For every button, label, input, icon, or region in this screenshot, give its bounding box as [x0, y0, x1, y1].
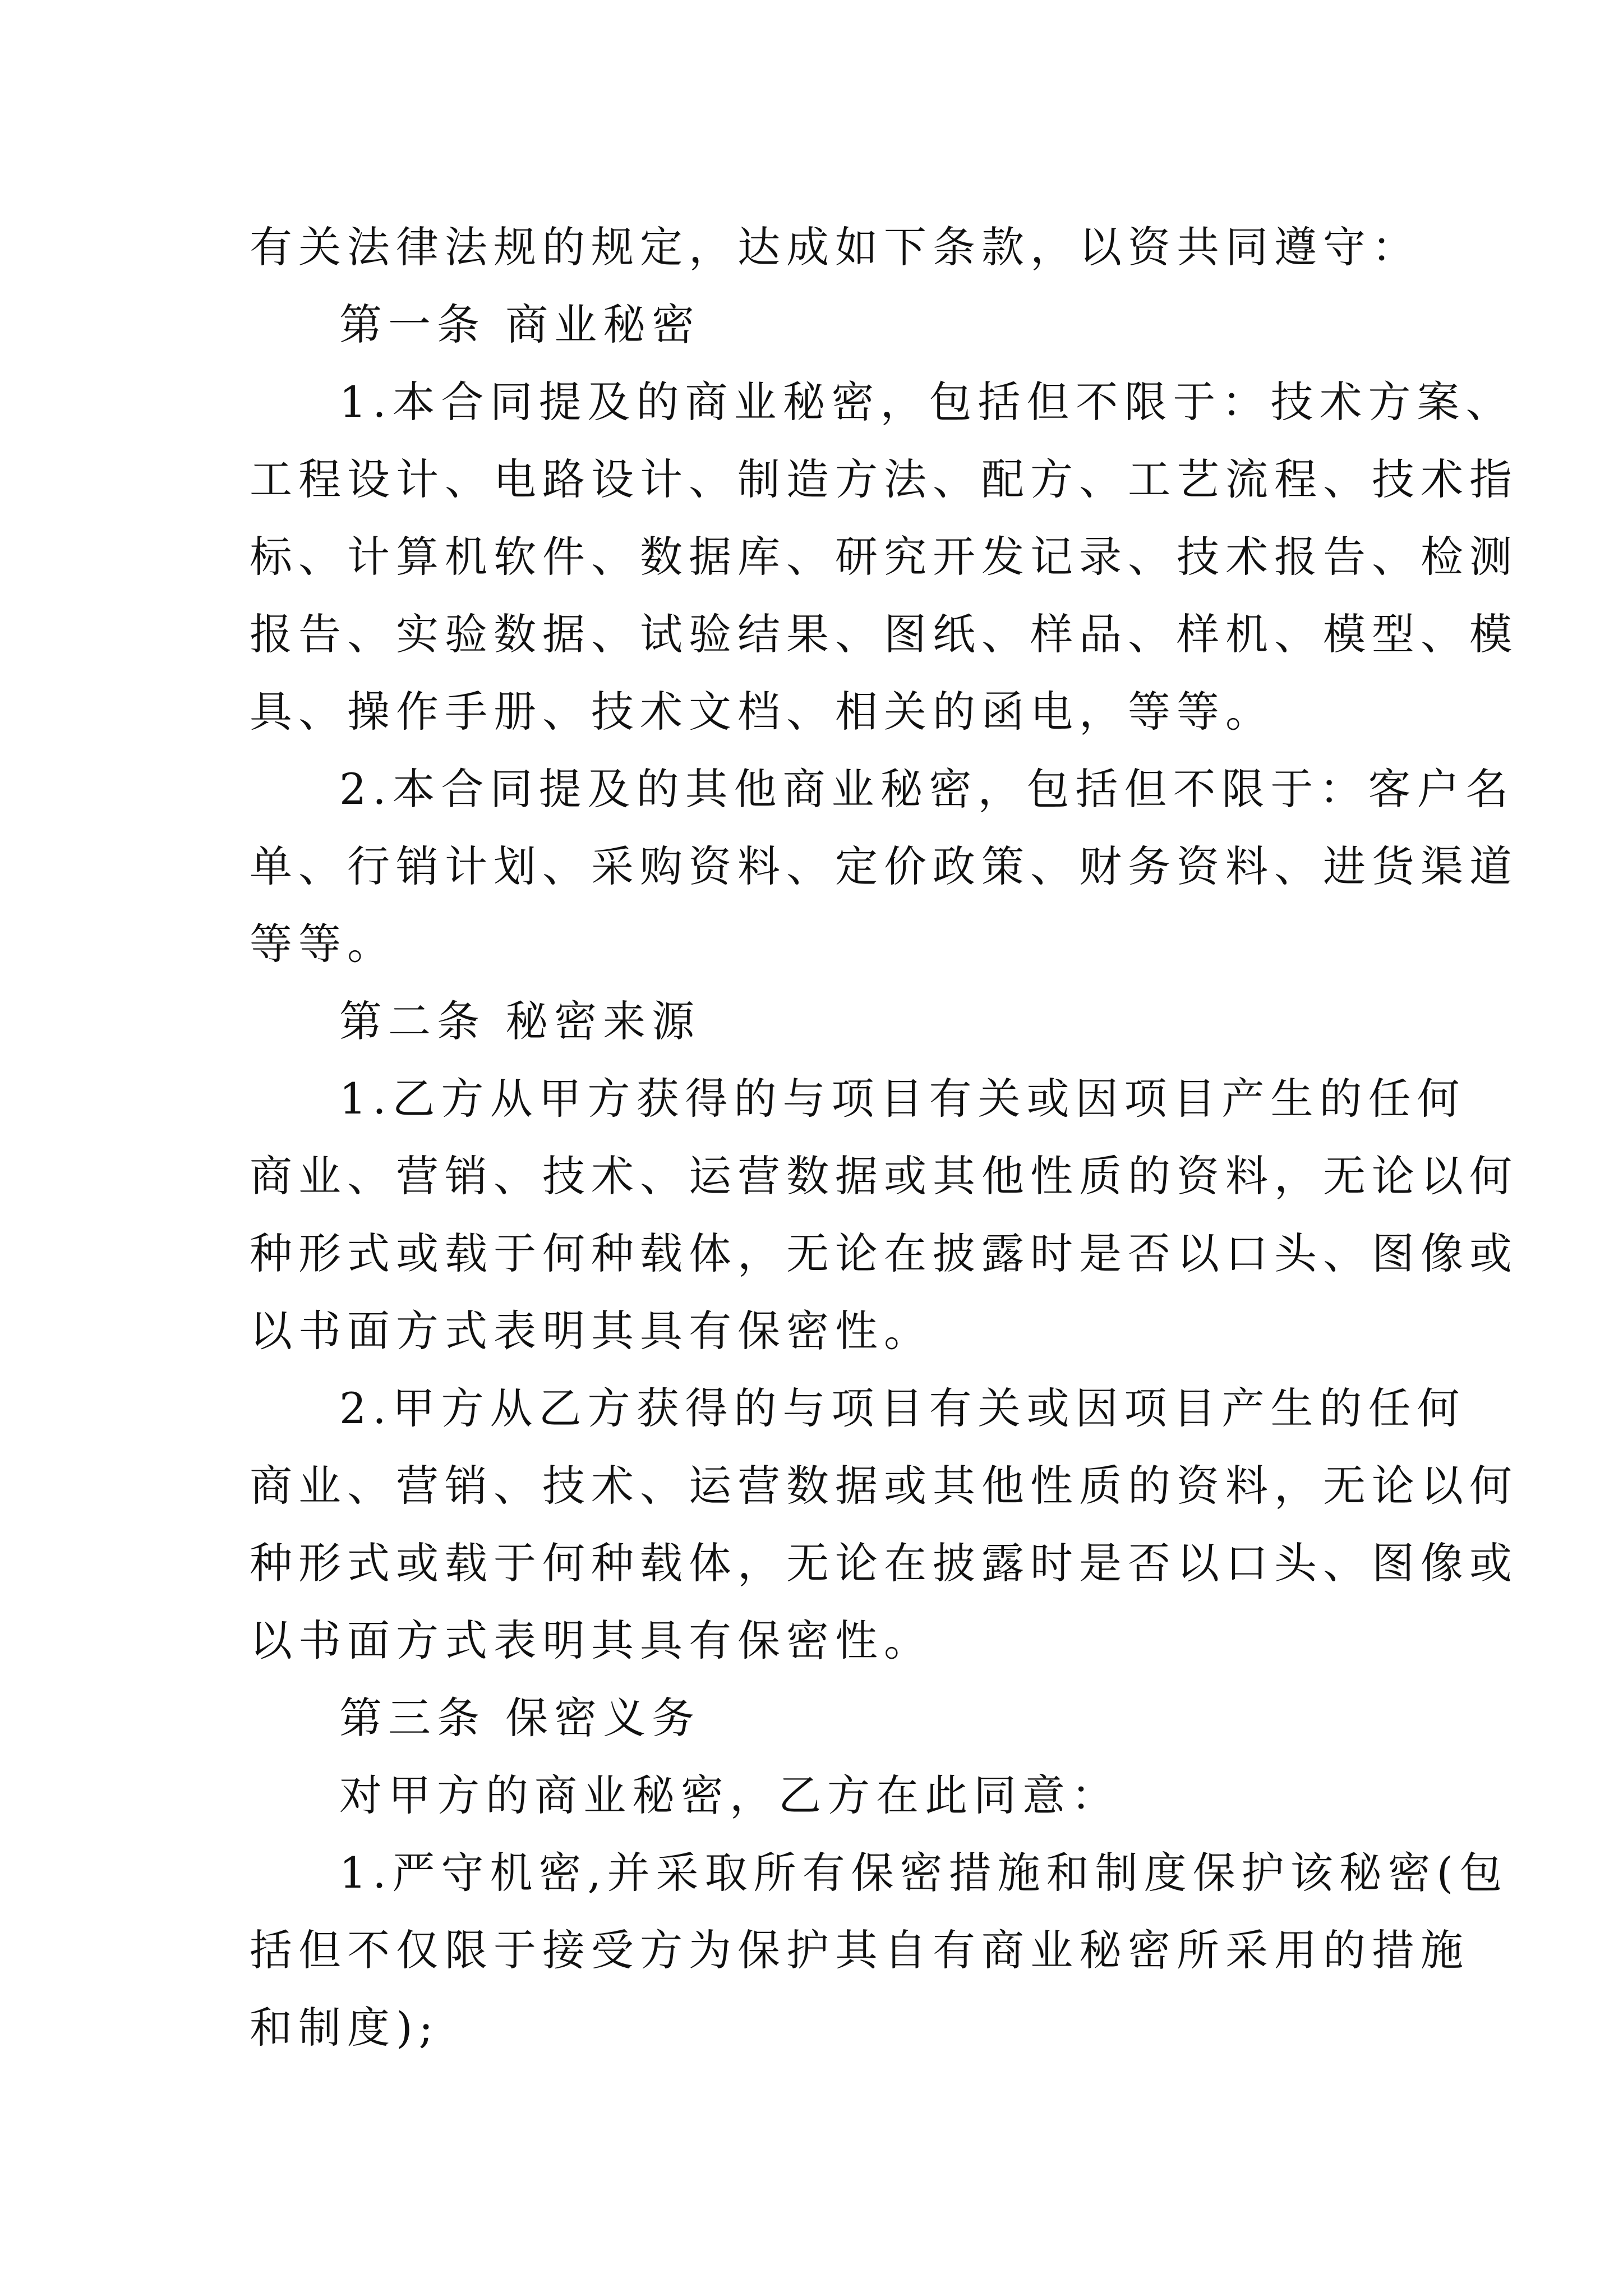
article-2-item-2: [250, 1370, 1518, 1680]
text-line: 标、计算机软件、数据库、研究开发记录、技术报告、检测: [250, 532, 1518, 582]
text-line: 以书面方式表明其具有保密性。: [250, 1616, 933, 1665]
article-2-item-1: [250, 1060, 1518, 1370]
document-body: [250, 209, 1518, 2067]
text-line: 1.本合同提及的商业秘密，包括但不限于：技术方案、: [339, 377, 1515, 427]
text-line: 种形式或载于何种载体，无论在披露时是否以口头、图像或: [250, 1538, 1518, 1588]
text-line: 以书面方式表明其具有保密性。: [250, 1306, 933, 1356]
text-line: 具、操作手册、技术文档、相关的函电，等等。: [250, 687, 1274, 737]
text-line: 2.甲方从乙方获得的与项目有关或因项目产生的任何: [339, 1383, 1466, 1433]
text-line: 1.严守机密,并采取所有保密措施和制度保护该秘密(包: [339, 1848, 1509, 1898]
text-line: 报告、实验数据、试验结果、图纸、样品、样机、模型、模: [250, 609, 1518, 659]
text-line: 商业、营销、技术、运营数据或其他性质的资料，无论以何: [250, 1151, 1518, 1201]
article-1-heading: [250, 286, 1405, 364]
text-line: 1.乙方从甲方获得的与项目有关或因项目产生的任何: [339, 1074, 1466, 1124]
heading-text: 第一条 商业秘密: [339, 300, 701, 349]
paragraph-intro: [250, 209, 1421, 286]
article-3-heading: [250, 1680, 1405, 1757]
heading-text: 第二条 秘密来源: [339, 996, 701, 1046]
article-3-item-1: [250, 1834, 1509, 2067]
text-line: 有关法律法规的规定，达成如下条款，以资共同遵守：: [250, 222, 1421, 272]
article-2-heading: [250, 983, 1405, 1060]
article-1-item-2: [250, 751, 1518, 983]
text-line: 种形式或载于何种载体，无论在披露时是否以口头、图像或: [250, 1228, 1518, 1278]
text-line: 商业、营销、技术、运营数据或其他性质的资料，无论以何: [250, 1461, 1518, 1511]
text-line: 2.本合同提及的其他商业秘密，包括但不限于：客户名: [339, 764, 1515, 814]
article-1-item-1: [250, 364, 1518, 751]
text-line: 对甲方的商业秘密，乙方在此同意：: [339, 1770, 1120, 1820]
article-3-lead: [250, 1757, 1405, 1834]
text-line: 等等。: [250, 919, 396, 969]
text-line: 和制度);: [250, 2003, 440, 2053]
text-line: 括但不仅限于接受方为保护其自有商业秘密所采用的措施: [250, 1925, 1469, 1975]
text-line: 工程设计、电路设计、制造方法、配方、工艺流程、技术指: [250, 454, 1518, 504]
heading-text: 第三条 保密义务: [339, 1693, 701, 1743]
text-line: 单、行销计划、采购资料、定价政策、财务资料、进货渠道: [250, 841, 1518, 891]
